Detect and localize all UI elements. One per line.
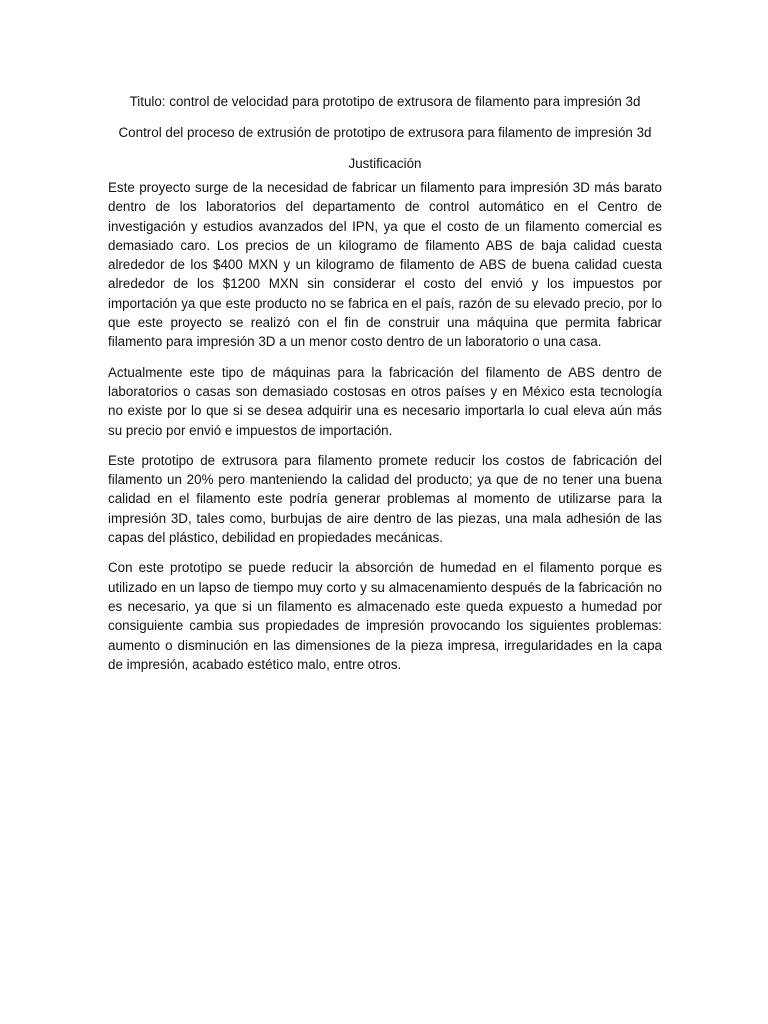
document-subtitle: Control del proceso de extrusión de prototipo de extrusora para filamento de impresión 3d [118, 125, 652, 140]
section-heading-justificacion: Justificación [348, 156, 422, 171]
paragraph-3: Este prototipo de extrusora para filamento promete reducir los costos de fabricación del filamento un 20% pero manteniendo la calidad del producto; ya que de no tener una buena calidad en el filamento este podría generar problemas al momento de utilizarse para la impresión 3D, tales como, burbujas de aire dentro de las piezas, una mala adhesión de las capas del plástico, debilidad en propiedades mecánicas. [108, 452, 662, 546]
document-title: Titulo: control de velocidad para prototipo de extrusora de filamento para impresión 3d [129, 94, 641, 109]
paragraph-2: Actualmente este tipo de máquinas para la fabricación del filamento de ABS dentro de laboratorios o casas son demasiado costosas en otros países y en México esta tecnología no existe por lo que si se desea adquirir una es necesario importarla lo cual eleva aún más su precio por envió e impuestos de importación. [108, 364, 662, 438]
paragraph-1: Este proyecto surge de la necesidad de fabricar un filamento para impresión 3D más barato dentro de los laboratorios del departamento de control automático en el Centro de investigación y estudios avanzados del IPN, ya que el costo de un filamento comercial es demasiado caro. Los precios de un kilogramo de filamento ABS de baja calidad cuesta alrededor de los $400 MXN y un kilogramo de filamento de ABS de buena calidad cuesta alrededor de los $1200 MXN sin considerar el costo del envió y los impuestos por importación ya que este producto no se fabrica en el país, razón de su elevado precio, por lo que este proyecto se realizó con el fin de construir una máquina que permita fabricar filamento para impresión 3D a un menor costo dentro de un laboratorio o una casa. [108, 180, 662, 350]
paragraph-4: Con este prototipo se puede reducir la absorción de humedad en el filamento porque es utilizado en un lapso de tiempo muy corto y su almacenamiento después de la fabricación no es necesario, ya que si un filamento es almacenado este queda expuesto a humedad por consiguiente cambia sus propiedades de impresión provocando los siguientes problemas: aumento o disminución en las dimensiones de la pieza impresa, irregularidades en la capa de impresión, acabado estético malo, entre otros. [108, 560, 662, 672]
